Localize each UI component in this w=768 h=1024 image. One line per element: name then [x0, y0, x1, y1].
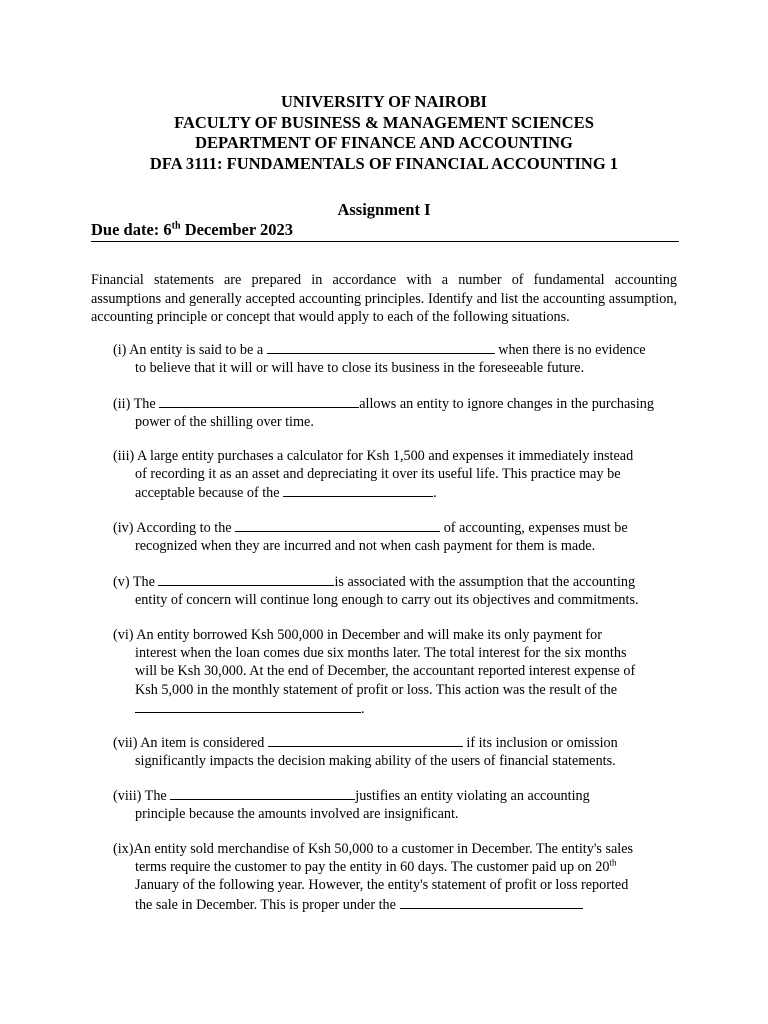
q8-text-c: principle because the amounts involved are insignificant. [135, 806, 459, 823]
question-ix [113, 840, 678, 914]
q2-text-b: allows an entity to ignore changes in the purchasing [359, 396, 654, 412]
q5-text-b: is associated with the assumption that the accounting [334, 574, 636, 590]
assignment-title: Assignment I [337, 200, 431, 219]
department-name: DEPARTMENT OF FINANCE AND ACCOUNTING [195, 133, 573, 152]
document-header [0, 92, 768, 174]
question-vii [113, 733, 678, 770]
answer-blank [235, 518, 440, 532]
university-name: UNIVERSITY OF NAIROBI [281, 92, 487, 111]
q6-text-e: . [361, 700, 365, 717]
q8-text-a: (viii) The [113, 788, 171, 804]
faculty-name: FACULTY OF BUSINESS & MANAGEMENT SCIENCES [174, 112, 594, 132]
answer-blank [159, 394, 359, 408]
q7-text-c: significantly impacts the decision making ability of the users of financial statements. [135, 753, 616, 770]
question-ii [113, 394, 678, 431]
q2-text-c: power of the shilling over time. [135, 414, 314, 431]
due-date-suffix: December 2023 [180, 220, 293, 239]
q1-text-b: when there is no evidence [494, 342, 646, 358]
q9-text-c: January of the following year. However, the entity's statement of profit or loss reported [135, 877, 629, 894]
q9-text-d: the sale in December. This is proper under the [135, 896, 400, 913]
q4-text-c: recognized when they are incurred and not when cash payment for them is made. [135, 538, 596, 555]
instructions-paragraph: Financial statements are prepared in accordance with a number of fundamental accounting assumptions and generally accepted accounting principles. Identify and list the accounting assumption, accounting principle or concept that would apply to each of the following situations. [91, 272, 677, 325]
question-i [113, 340, 678, 377]
q7-text-a: (vii) An item is considered [113, 735, 268, 751]
q9-text-b-sup: th [609, 857, 617, 868]
q3-text-b: of recording it as an asset and depreciating it over its useful life. This practice may be [135, 466, 621, 483]
answer-blank [283, 483, 433, 497]
q7-text-b: if its inclusion or omission [462, 735, 618, 751]
answer-blank [400, 895, 583, 909]
question-iii [113, 447, 678, 503]
q6-text-c: will be Ksh 30,000. At the end of December, the accountant reported interest expense of [135, 663, 636, 680]
q4-text-a: (iv) According to the [113, 520, 236, 536]
due-date-prefix: Due date: 6 [91, 220, 172, 239]
q4-text-b: of accounting, expenses must be [440, 520, 628, 536]
q9-text-b: terms require the customer to pay the entity in 60 days. The customer paid up on 20 [135, 859, 610, 876]
q3-text-a: (iii) A large entity purchases a calculator for Ksh 1,500 and expenses it immediately instead [113, 448, 634, 464]
question-viii [113, 786, 678, 823]
q3-text-d: . [433, 485, 437, 502]
q6-text-b: interest when the loan comes due six months later. The total interest for the six months [135, 645, 627, 662]
question-v [113, 572, 678, 609]
question-iv [113, 518, 678, 555]
answer-blank [268, 733, 463, 747]
q1-text-a: (i) An entity is said to be a [113, 342, 267, 358]
q9-text-a: (ix)An entity sold merchandise of Ksh 50,000 to a customer in December. The entity's sales [113, 841, 634, 857]
question-vi [113, 626, 678, 718]
answer-blank [158, 572, 334, 586]
answer-blank [135, 699, 361, 713]
q6-text-a: (vi) An entity borrowed Ksh 500,000 in December and will make its only payment for [113, 627, 602, 643]
answer-blank [267, 340, 495, 354]
course-title: DFA 3111: FUNDAMENTALS OF FINANCIAL ACCOUNTING 1 [149, 153, 619, 173]
due-date-sup: th [171, 220, 181, 232]
q5-text-c: entity of concern will continue long enough to carry out its objectives and commitments. [135, 592, 639, 609]
q1-text-c: to believe that it will or will have to close its business in the foreseeable future. [135, 360, 585, 377]
q6-text-d: Ksh 5,000 in the monthly statement of profit or loss. This action was the result of the [135, 681, 618, 698]
q2-text-a: (ii) The [113, 396, 160, 412]
q8-text-b: justifies an entity violating an accounting [355, 788, 590, 804]
answer-blank [170, 786, 355, 800]
q3-text-c: acceptable because of the [135, 485, 284, 502]
q5-text-a: (v) The [113, 574, 159, 590]
due-date [91, 220, 679, 242]
